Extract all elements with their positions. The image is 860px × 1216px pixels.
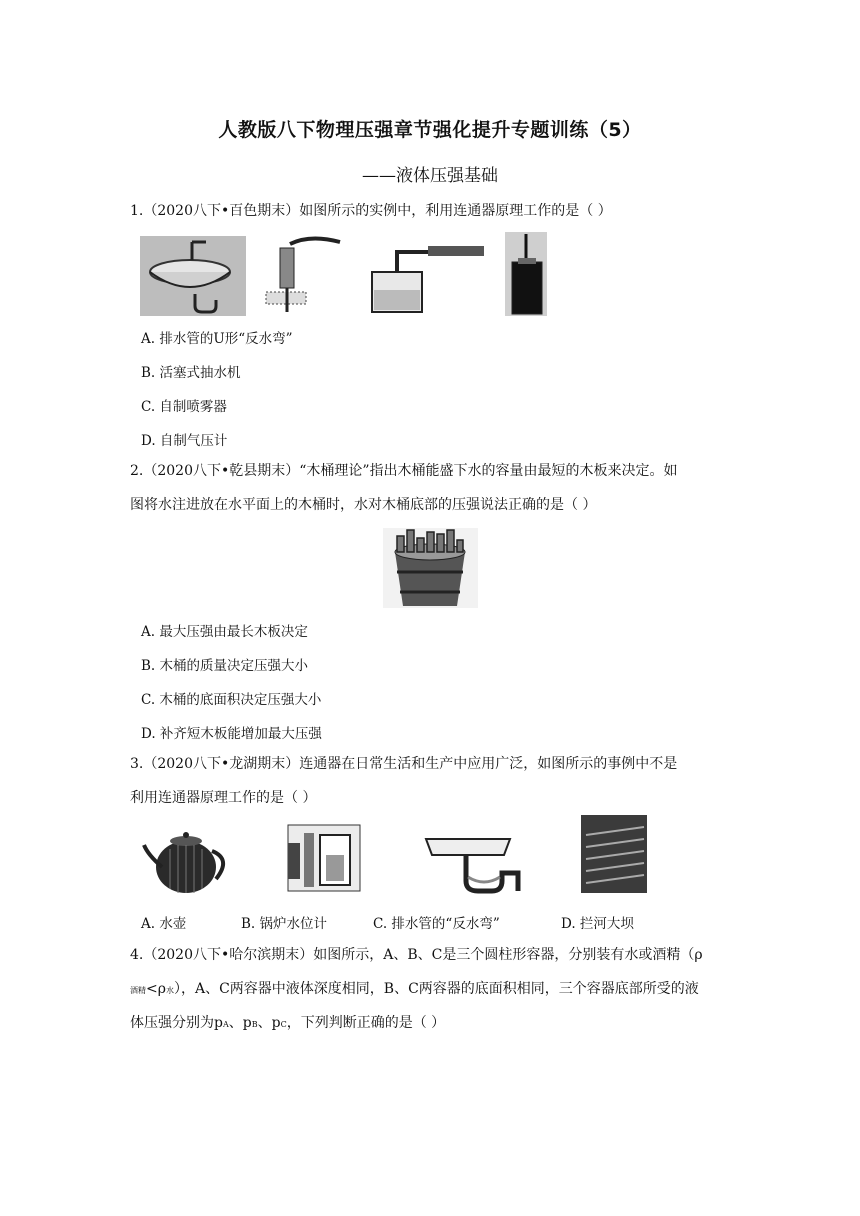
q2-option-b: B. 木桶的质量决定压强大小 xyxy=(141,658,309,674)
q4-sub-water: 水 xyxy=(165,986,174,995)
pump-figure xyxy=(266,238,340,312)
q4-line3-sep2: 、p xyxy=(257,1015,281,1031)
q4-stem-line1: 4.（2020八下•哈尔滨期末）如图所示，A、B、C是三个圆柱形容器，分别装有水或酒精（ρ xyxy=(130,947,703,963)
q4-stem-line3 xyxy=(130,1006,735,1042)
q1-option-b: B. 活塞式抽水机 xyxy=(141,365,241,381)
q4-sub-c: C xyxy=(280,1020,287,1029)
bucket-figure xyxy=(383,528,478,608)
q1-option-a: A. 排水管的U形“反水弯” xyxy=(141,331,293,347)
q4-line2-mid: <ρ xyxy=(146,981,166,997)
q4-line2-rest: ），A、C两容器中液体深度相同，B、C两容器的底面积相同，三个容器底部所受的液 xyxy=(173,981,699,997)
q4-sub-alcohol: 酒精 xyxy=(130,986,146,995)
document-subtitle: ——液体压强基础 xyxy=(362,166,498,186)
dam-figure xyxy=(581,815,647,893)
q3-option-a: A. 水壶 xyxy=(141,916,187,932)
q1-option-c: C. 自制喷雾器 xyxy=(141,399,227,415)
q3-stem-line2: 利用连通器原理工作的是（ ） xyxy=(130,790,317,806)
q3-option-c: C. 排水管的“反水弯” xyxy=(373,916,500,932)
sink-figure xyxy=(140,236,246,316)
q4-stem-line2 xyxy=(130,972,735,1008)
q2-option-a: A. 最大压强由最长木板决定 xyxy=(141,624,308,640)
document-title: 人教版八下物理压强章节强化提升专题训练（5） xyxy=(218,119,642,141)
q2-option-d: D. 补齐短木板能增加最大压强 xyxy=(141,726,322,742)
q4-sub-b: B xyxy=(251,1020,258,1029)
q3-option-b: B. 锅炉水位计 xyxy=(241,916,328,932)
sprayer-figure xyxy=(372,246,484,312)
teapot-figure xyxy=(144,832,223,893)
q1-stem: 1.（2020八下•百色期末）如图所示的实例中，利用连通器原理工作的是（ ） xyxy=(130,203,612,219)
q4-sub-a: A xyxy=(222,1020,229,1029)
q2-stem-line2: 图将水注进放在水平面上的木桶时，水对木桶底部的压强说法正确的是（ ） xyxy=(130,497,597,513)
q2-stem-line1: 2.（2020八下•乾县期末）“木桶理论”指出木桶能盛下水的容量由最短的木板来决定。如 xyxy=(130,463,678,479)
q4-line3-pre: 体压强分别为p xyxy=(130,1015,223,1031)
q3-figures xyxy=(140,815,660,897)
q4-line3-rest: ，下列判断正确的是（ ） xyxy=(286,1015,446,1031)
q3-option-d: D. 拦河大坝 xyxy=(561,916,634,932)
q2-option-c: C. 木桶的底面积决定压强大小 xyxy=(141,692,322,708)
q1-figures xyxy=(140,232,560,318)
q3-stem-line1: 3.（2020八下•龙湖期末）连通器在日常生活和生产中应用广泛，如图所示的事例中不是 xyxy=(130,756,678,772)
boiler-gauge-figure xyxy=(288,825,360,891)
q4-line3-sep1: 、p xyxy=(228,1015,252,1031)
barometer-figure xyxy=(505,232,547,316)
q3-options-row xyxy=(141,912,741,932)
drain-trap-figure xyxy=(426,839,518,891)
q1-option-d: D. 自制气压计 xyxy=(141,433,228,449)
